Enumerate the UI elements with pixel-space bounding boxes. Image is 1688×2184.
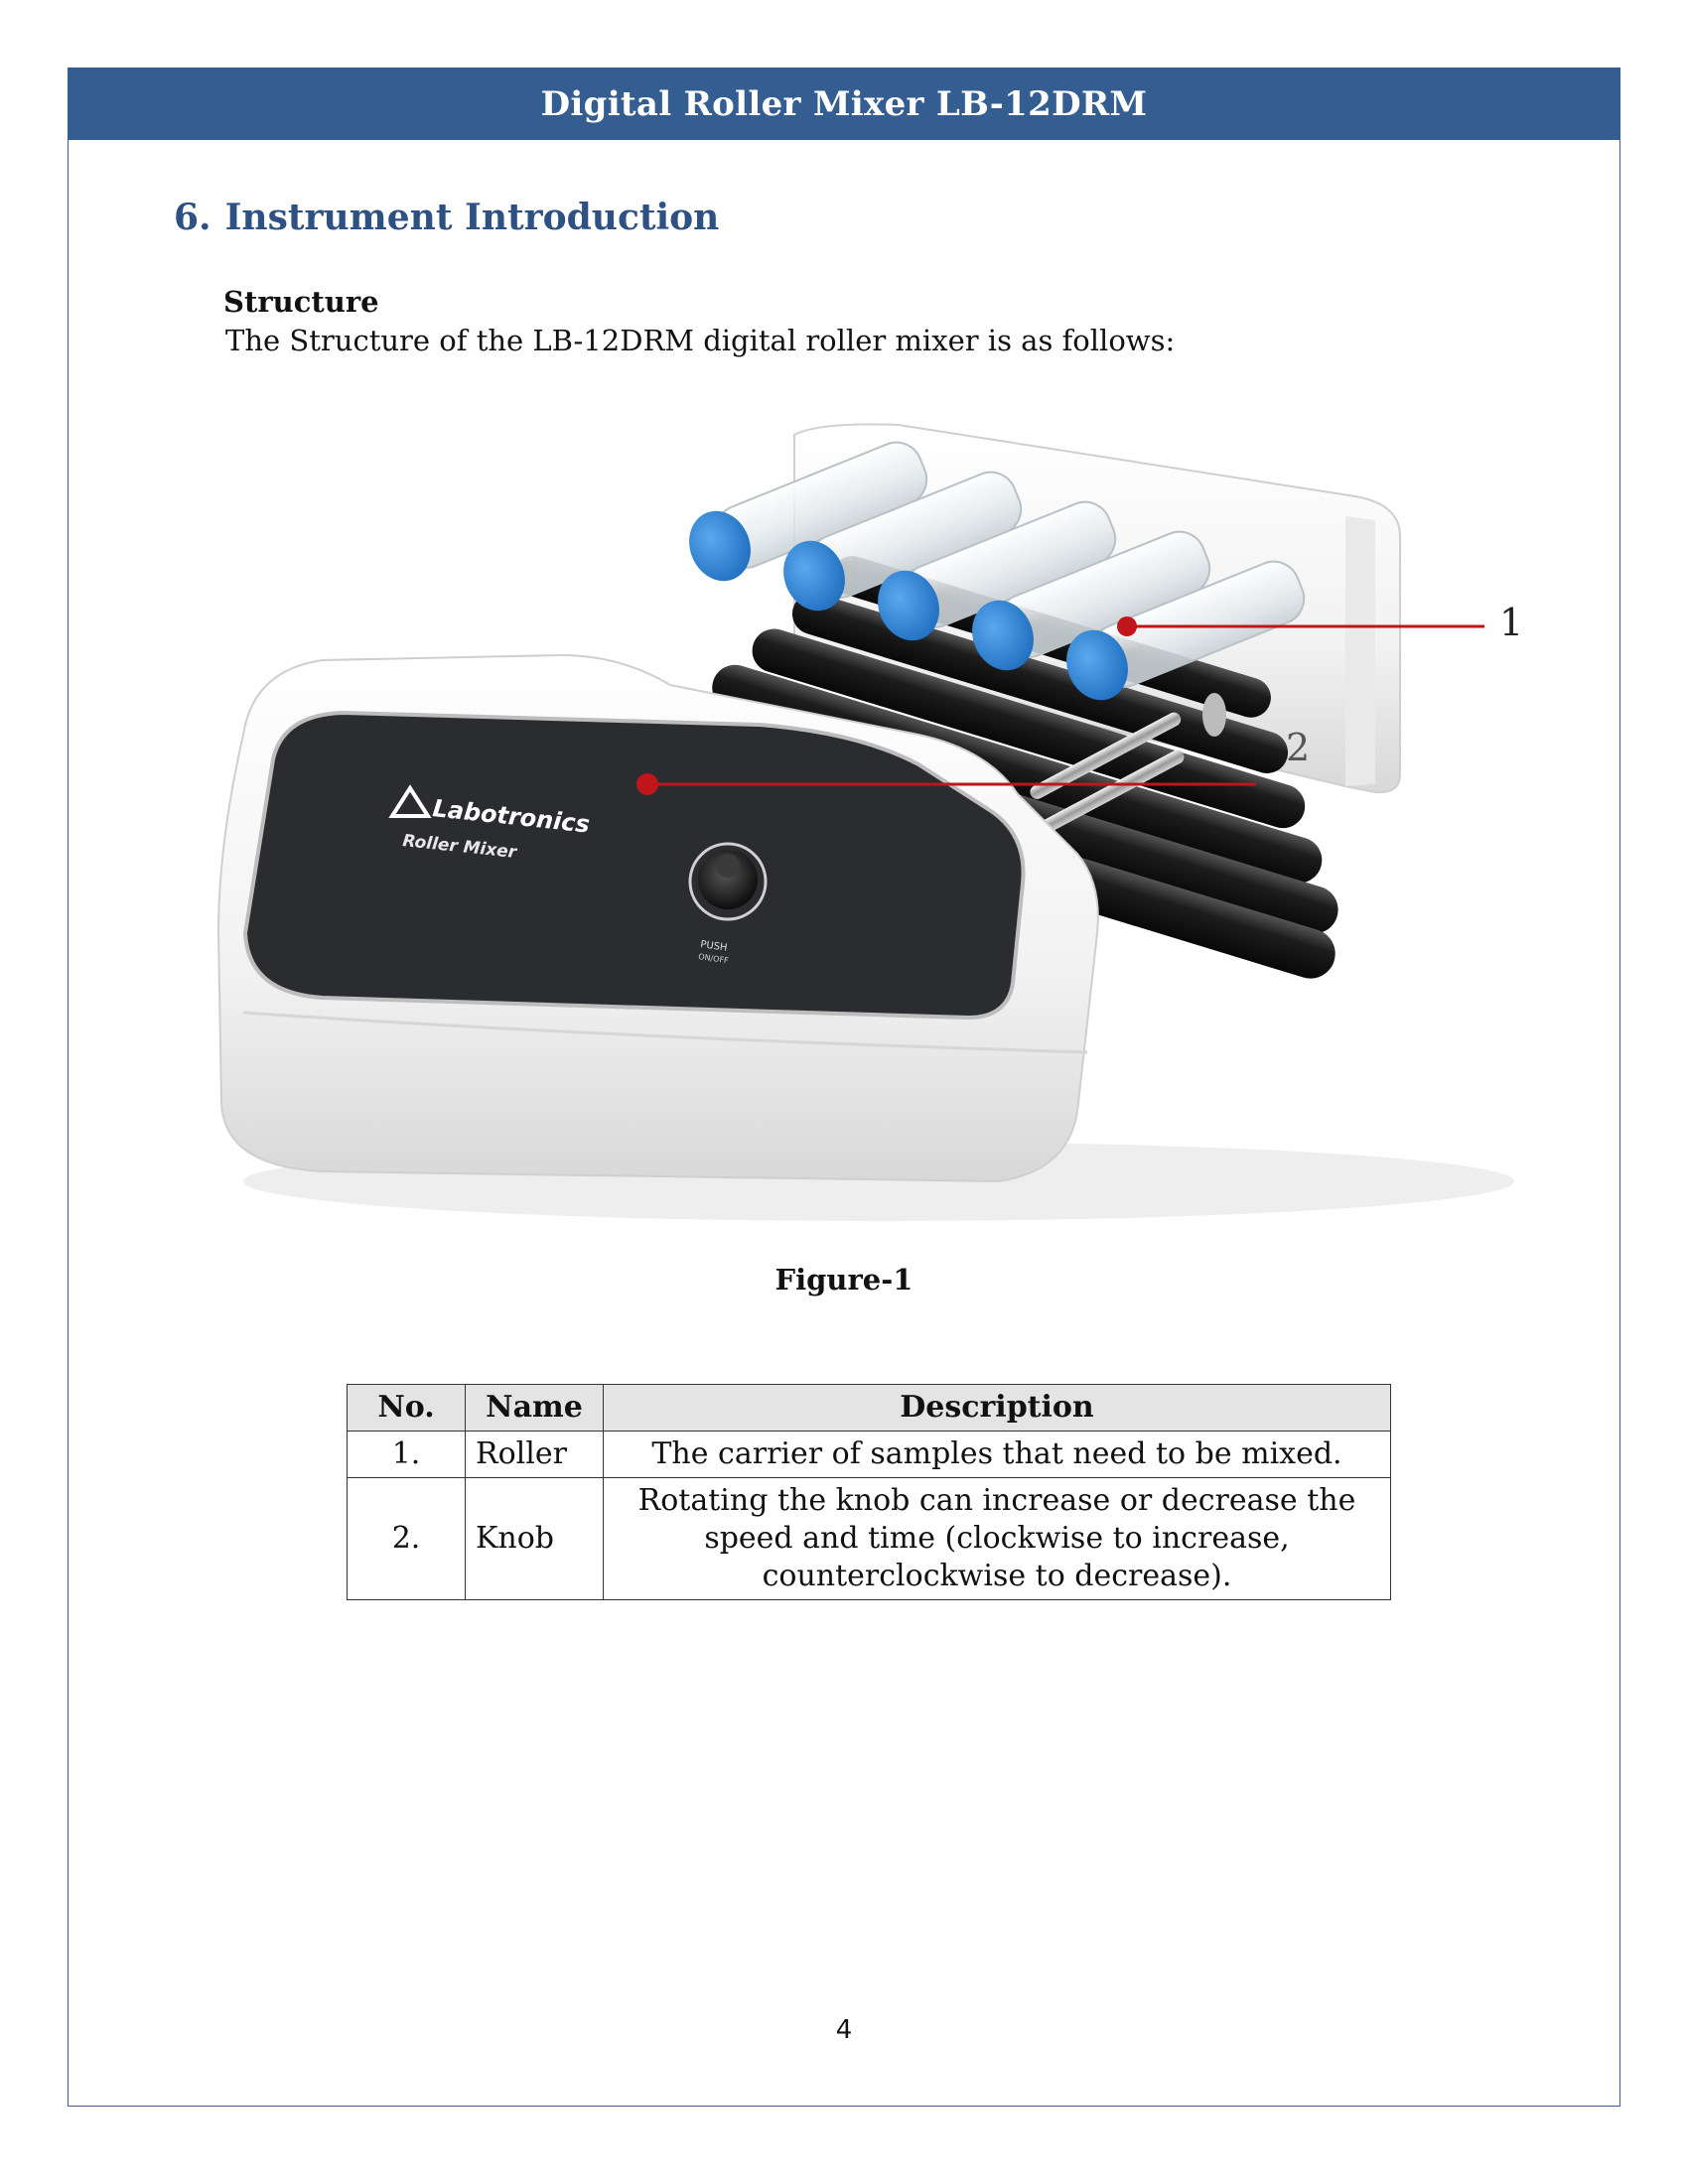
knob-label: PUSH — [699, 939, 729, 954]
page-number: 4 — [835, 2015, 853, 2045]
brand-name: Labotronics — [431, 794, 592, 839]
section-title: Instrument Introduction — [224, 197, 720, 238]
row-name: Roller — [466, 1432, 604, 1478]
row-number: 2. — [348, 1478, 466, 1600]
row-number: 1. — [348, 1432, 466, 1478]
roller-mixer-figure — [204, 417, 1534, 1231]
table-row — [348, 1432, 1391, 1478]
header-no: No. — [348, 1385, 466, 1432]
callout-number-1: 1 — [1499, 601, 1524, 644]
header-name: Name — [466, 1385, 604, 1432]
section-heading — [174, 197, 719, 238]
structure-heading: Structure — [223, 285, 379, 319]
header-banner — [68, 68, 1620, 140]
callout-number-2: 2 — [1286, 726, 1311, 769]
knob-sublabel: ON/OFF — [697, 952, 730, 966]
row-description: The carrier of samples that need to be mixed. — [604, 1432, 1391, 1478]
document-title: Digital Roller Mixer LB-12DRM — [540, 83, 1148, 124]
table-row — [348, 1478, 1391, 1600]
structure-intro: The Structure of the LB-12DRM digital roller mixer is as follows: — [225, 324, 1176, 357]
row-name: Knob — [466, 1478, 604, 1600]
header-description: Description — [604, 1385, 1391, 1432]
product-name: Roller Mixer — [401, 831, 517, 863]
section-number: 6. — [174, 197, 211, 238]
table-header-row — [348, 1385, 1391, 1432]
row-description: Rotating the knob can increase or decrease the speed and time (clockwise to increase, counterclockwise to decrease). — [604, 1478, 1391, 1600]
figure-caption: Figure-1 — [774, 1263, 914, 1297]
components-table — [347, 1384, 1391, 1600]
control-panel — [245, 713, 1024, 1018]
